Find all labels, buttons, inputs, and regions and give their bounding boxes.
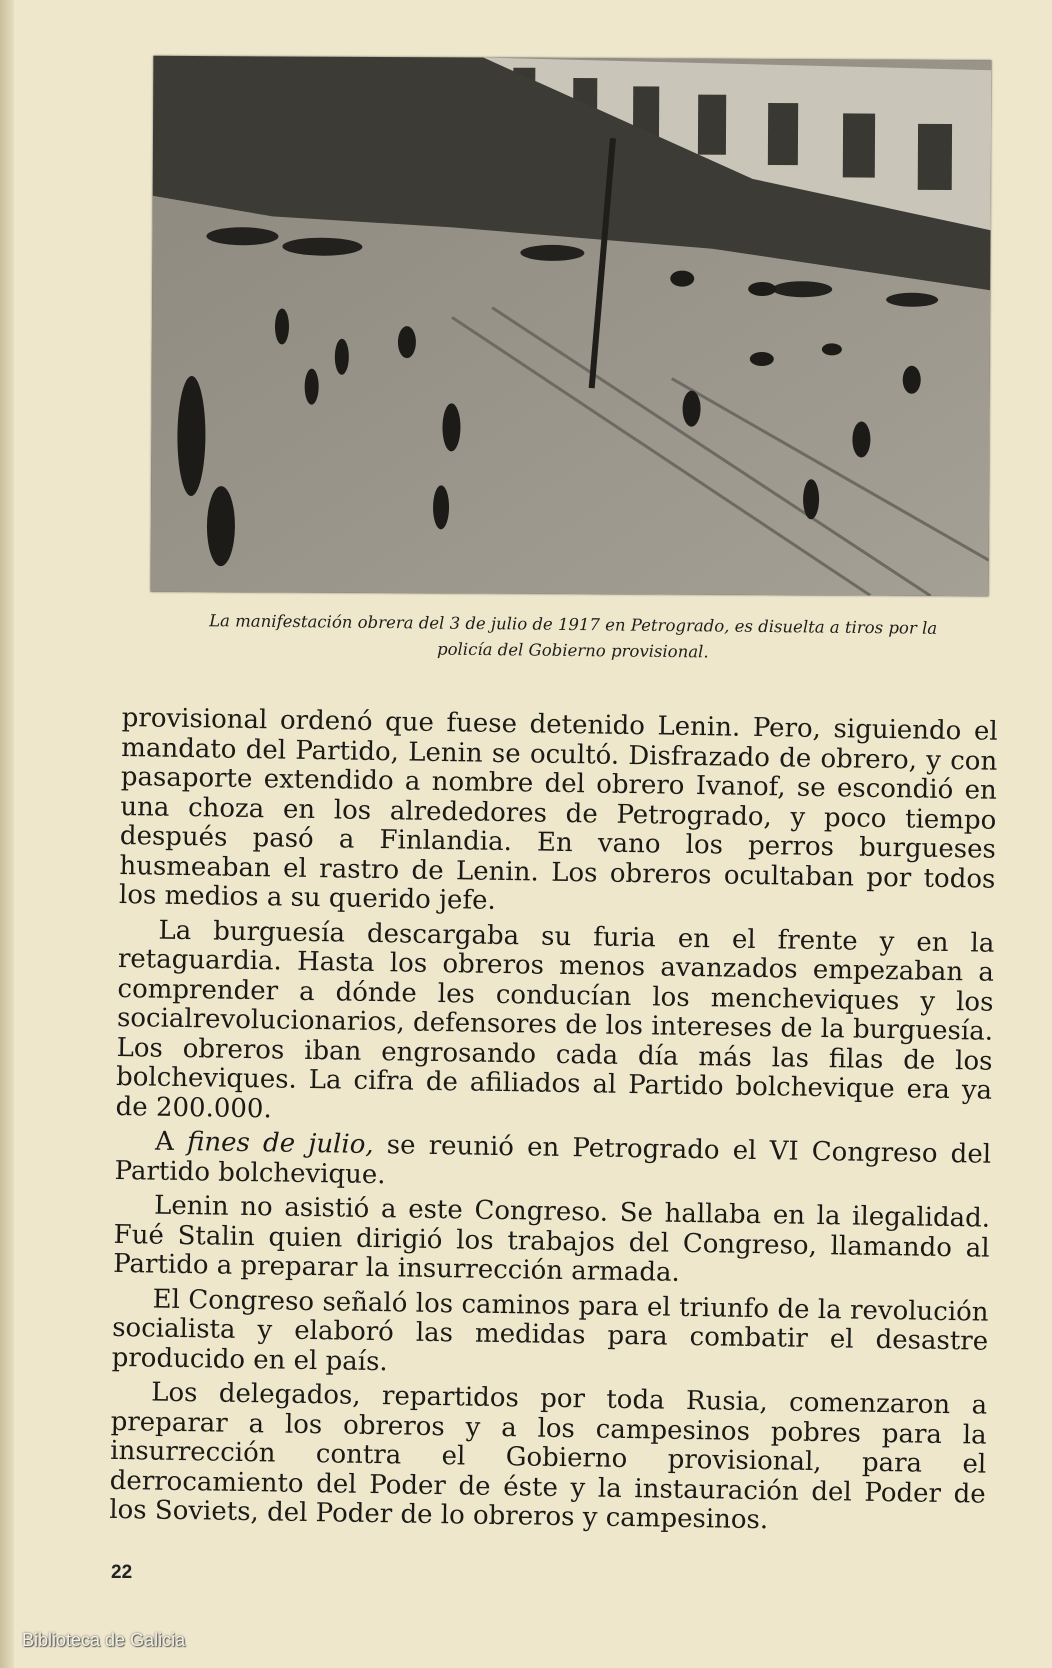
- photo-caption: [150, 608, 996, 669]
- body-text: [109, 704, 998, 1544]
- street-scene-photo-icon: [151, 56, 992, 596]
- emphasis-text: fines de julio,: [186, 1127, 374, 1161]
- caption-line-1: La manifestación obrera del 3 de julio de 1917 en Petrogrado, es disuelta a tiros por la: [209, 611, 938, 638]
- paragraph: [113, 1191, 990, 1293]
- paragraph-text: provisional ordenó que fuese detenido Lenin. Pero, siguiendo el mandato del Partido, Lenin se ocultó. Disfrazado de obrero, y con pasaporte extendido a nombre del obrero Ivanof, se escondió en una choza en los alrededores de Petrogrado, y poco tiempo después pasó a Finlandia. En vano los perros burgueses husmeaban el rastro de Lenin. Los obreros ocultaban por todos los medios a su querido jefe.: [118, 703, 998, 916]
- paragraph-text: La burguesía descargaba su furia en el frente y en la retaguardia. Hasta los obreros menos avanzados empezaban a comprender a dónde les conducían los mencheviques y los socialrevolucionarios, defensores de los intereses de la burguesía. Los obreros iban engrosando cada día más las filas de los bolcheviques. La cifra de afiliados al Partido bolchevique era ya de 200.000.: [115, 915, 995, 1124]
- paragraph-text: A: [154, 1126, 188, 1158]
- historical-photo: [151, 56, 992, 596]
- caption-line-2: policía del Gobierno provisional.: [436, 639, 709, 662]
- paragraph: [115, 915, 994, 1135]
- paragraph-text: Lenin no asistió a este Congreso. Se hallaba en la ilegalidad. Fué Stalin quien dirigió los trabajos del Congreso, llamando al Partido a preparar la insurrección armada.: [112, 1190, 991, 1288]
- paragraph-text: El Congreso señaló los caminos para el triunfo de la revolución socialista y elaboró las medidas para combatir el desastre producido en el país.: [111, 1284, 989, 1377]
- paragraph: [109, 1378, 987, 1539]
- paragraph-text: Los delegados, repartidos por toda Rusia, comenzaron a preparar a los obreros y a los campesinos pobres para la insurrección contra el Gobierno provisional, para el derrocamiento del Poder de éste y la instauración del Poder de los Soviets, del Poder de lo obreros y campesinos.: [109, 1377, 988, 1536]
- paragraph-text: se reunió en Petrogrado el VI Congreso del Partido bolchevique.: [114, 1130, 992, 1190]
- paragraph: [119, 704, 998, 924]
- library-watermark: Biblioteca de Galicia: [22, 1630, 186, 1650]
- paragraph: [114, 1127, 991, 1200]
- page-number: 22: [111, 1562, 133, 1583]
- paragraph: [111, 1284, 988, 1386]
- page-edge: [0, 0, 14, 1668]
